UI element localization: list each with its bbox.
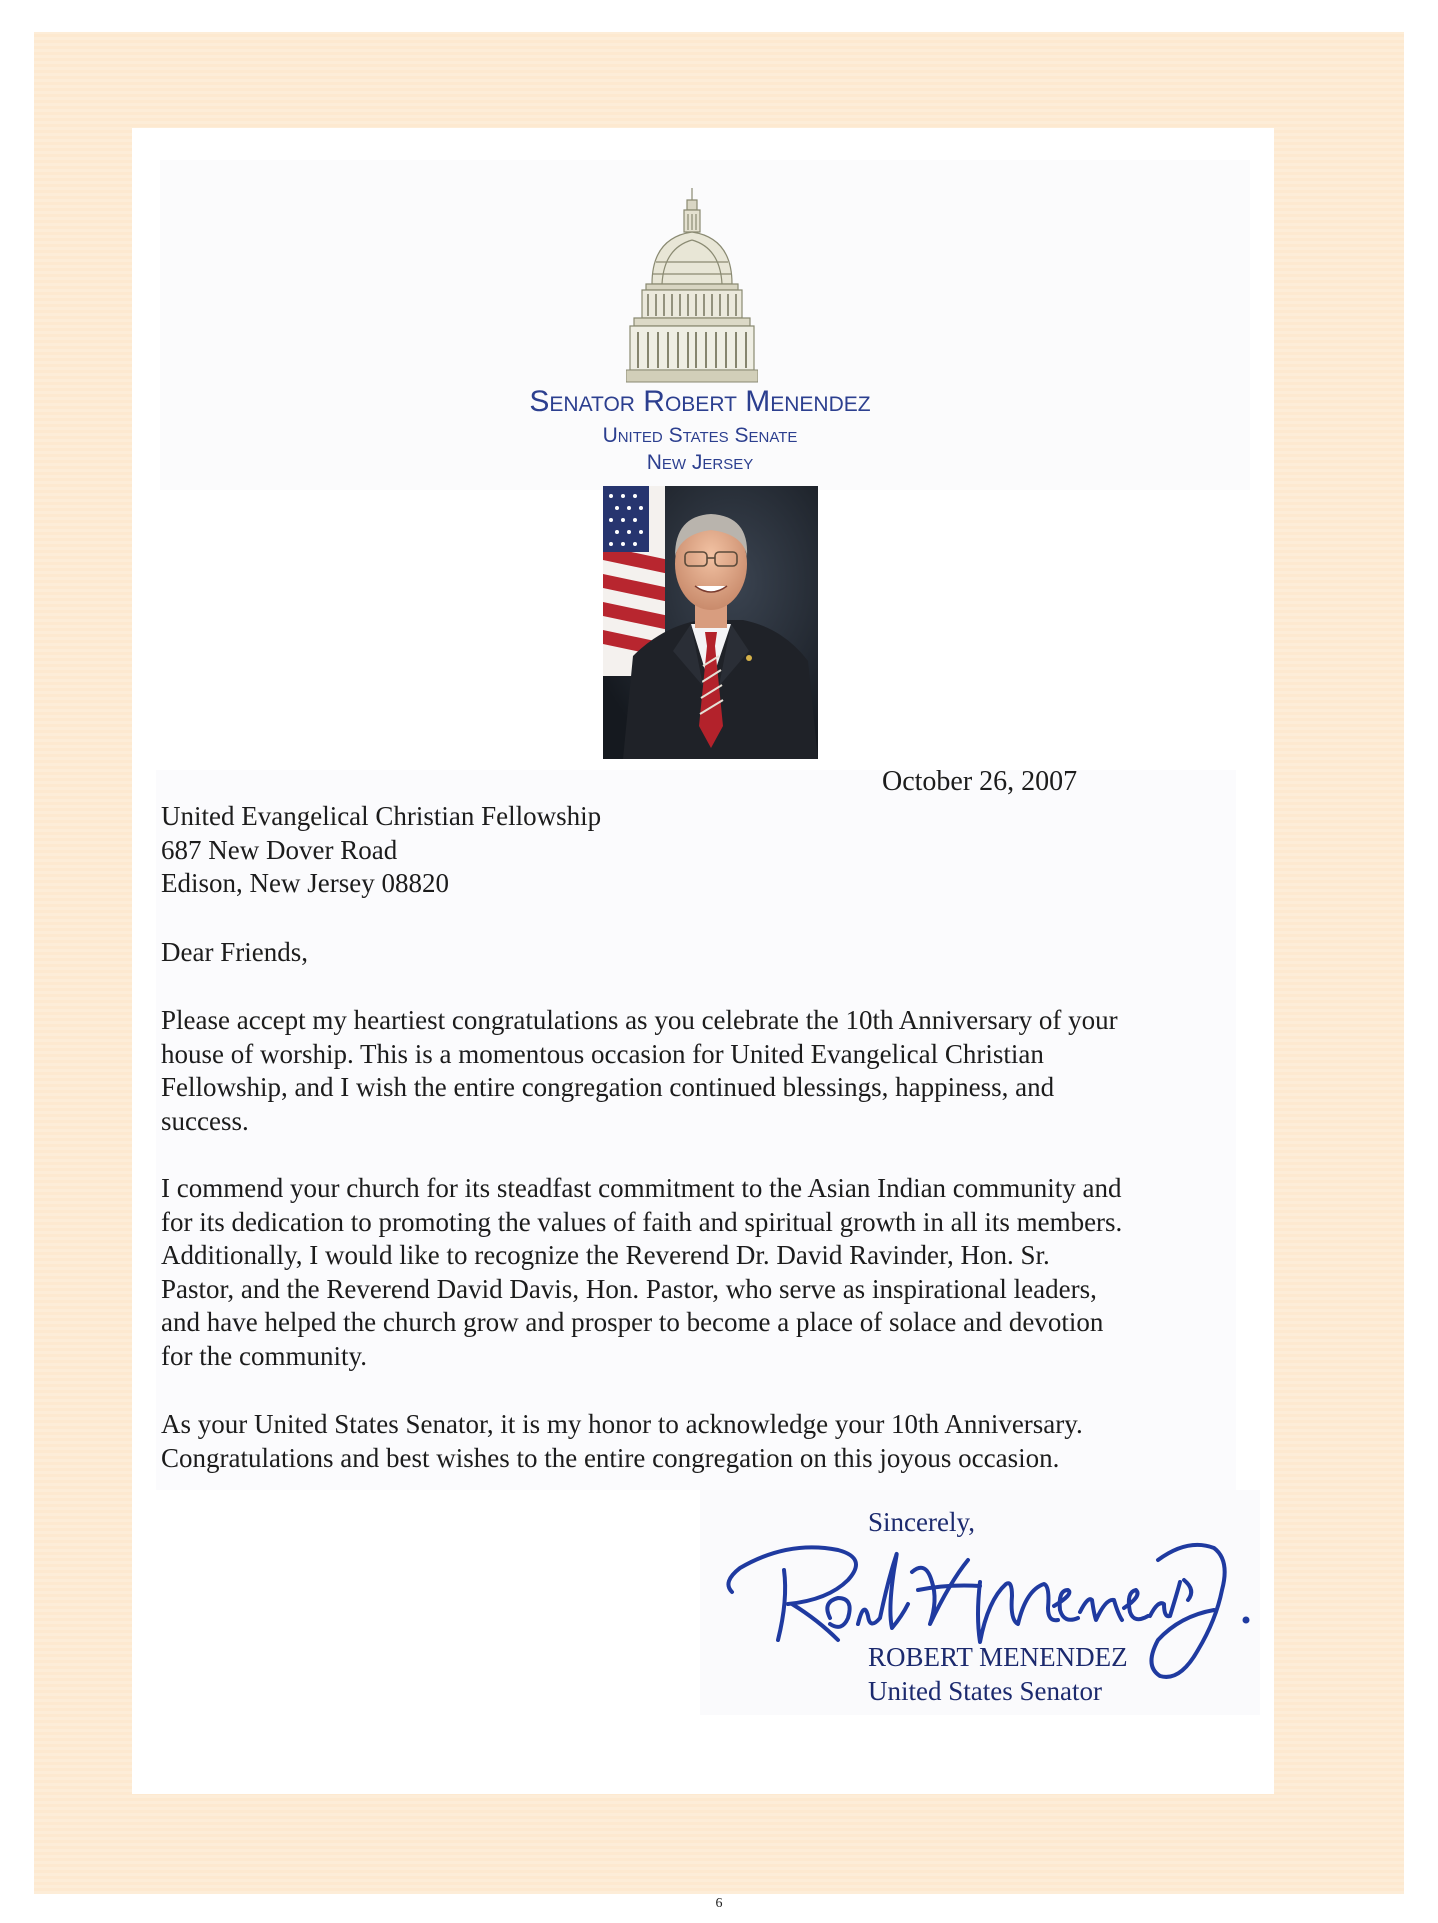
page-number: 6	[715, 1896, 723, 1911]
handwritten-signature	[718, 1520, 1258, 1705]
paragraph-2	[161, 1172, 1122, 1374]
paragraph-line: Congratulations and best wishes to the entire congregation on this joyous occasion.	[161, 1442, 1060, 1473]
salutation: Dear Friends,	[161, 937, 308, 967]
address-line: Edison, New Jersey 08820	[161, 868, 449, 899]
paragraph-line: Please accept my heartiest congratulations as you celebrate the 10th Anniversary of your	[161, 1005, 1118, 1035]
letterhead-state: New Jersey	[646, 451, 754, 474]
paragraph-1	[161, 1004, 1118, 1138]
paragraph-line: Additionally, I would like to recognize the Reverend Dr. David Ravinder, Hon. Sr.	[161, 1240, 1050, 1271]
paragraph-line: Fellowship, and I wish the entire congregation continued blessings, happiness, and	[161, 1072, 1055, 1103]
paragraph-line: house of worship. This is a momentous occasion for United Evangelical Christian	[161, 1038, 1044, 1069]
letterhead-chamber: United States Senate	[602, 424, 798, 447]
paragraph-line: success.	[161, 1105, 249, 1136]
paragraph-line: for the community.	[161, 1340, 367, 1371]
paragraph-line: for its dedication to promoting the values of faith and spiritual growth in all its members.	[161, 1206, 1123, 1237]
senator-portrait-photo	[603, 486, 818, 759]
paragraph-line: I commend your church for its steadfast commitment to the Asian Indian community and	[161, 1173, 1122, 1203]
address-line: 687 New Dover Road	[161, 834, 398, 865]
signer-title: United States Senator	[868, 1676, 1102, 1706]
paragraph-line: As your United States Senator, it is my honor to acknowledge your 10th Anniversary.	[161, 1409, 1083, 1439]
letter-date: October 26, 2007	[882, 766, 1078, 797]
paragraph-line: and have helped the church grow and prosper to become a place of solace and devotion	[161, 1307, 1104, 1338]
recipient-address	[161, 800, 601, 901]
paragraph-3	[161, 1408, 1083, 1475]
paragraph-line: Pastor, and the Reverend David Davis, Hon. Pastor, who serve as inspirational leaders,	[161, 1273, 1097, 1304]
signer-name: ROBERT MENENDEZ	[868, 1642, 1128, 1672]
closing: Sincerely,	[868, 1507, 975, 1537]
us-capitol-dome-icon	[626, 186, 758, 386]
letterhead-senator-name: Senator Robert Menendez	[529, 385, 871, 418]
address-line: United Evangelical Christian Fellowship	[161, 801, 602, 831]
